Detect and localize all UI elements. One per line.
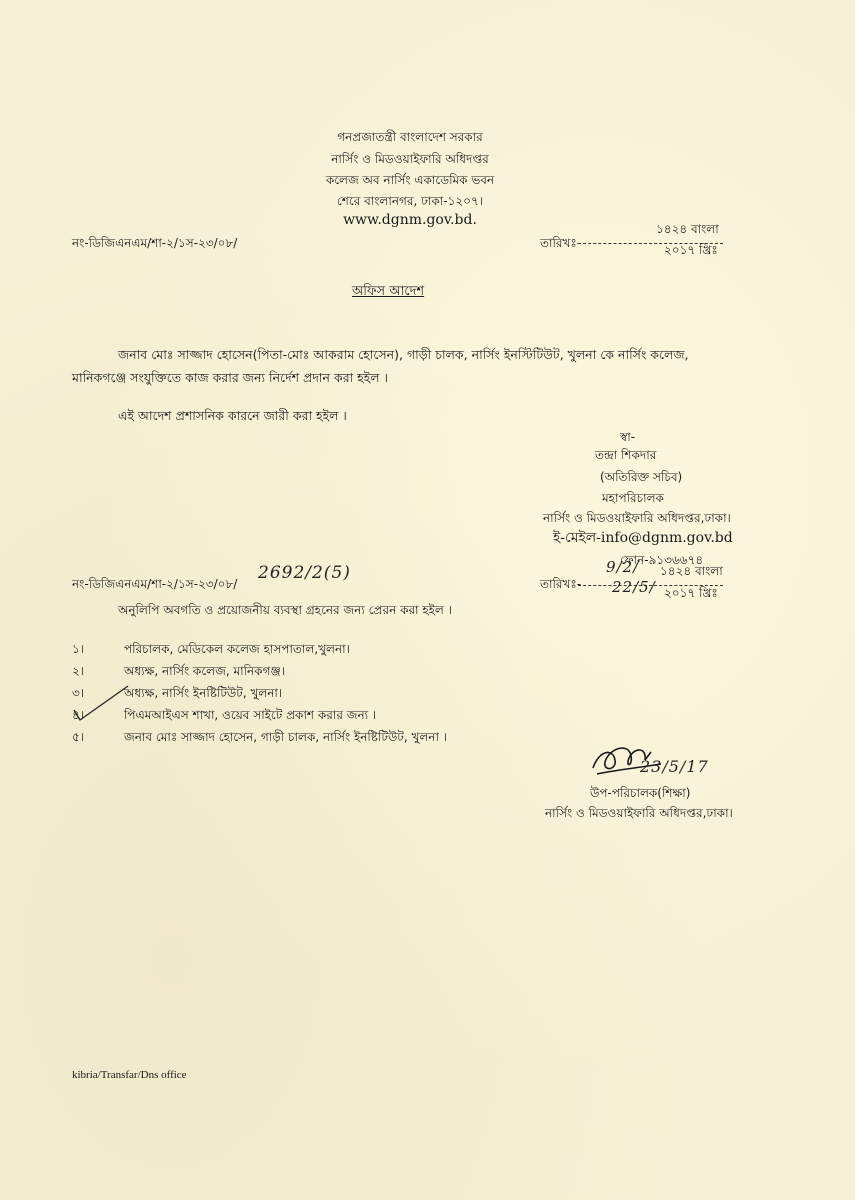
date-english-2: ২০১৭ খ্রিঃ [664,586,718,600]
list-item: জনাব মোঃ সাজ্জাদ হোসেন, গাড়ী চালক, নার্সিং ইনষ্টিটিউট, খুলনা । [124,730,448,744]
list-item-number: ২। [72,664,85,678]
document-title: অফিস আদেশ [352,284,425,299]
list-item-number: ৪। [72,708,85,722]
header-website: www.dgnm.gov.bd. [343,212,477,228]
date-english: ২০১৭ খ্রিঃ [664,243,718,257]
body-paragraph-line-1: জনাব মোঃ সাজ্জাদ হোসেন(পিতা-মোঃ আকরাম হোসেন), গাড়ী চালক, নার্সিং ইনস্টিটিউট, খুলনা কে নার্সিং কলেজ, [118,347,689,362]
body-paragraph-line-2: মানিকগঞ্জে সংযুক্তিতে কাজ করার জন্য নির্দেশ প্রদান করা হইল । [72,370,389,385]
footer-reference: kibria/Transfar/Dns office [72,1069,187,1081]
body-paragraph-2: এই আদেশ প্রশাসনিক কারনে জারী করা হইল । [118,408,347,423]
list-item: অধ্যক্ষ, নার্সিং কলেজ, মানিকগঞ্জ। [124,664,285,678]
list-item: পিএমআইএস শাখা, ওয়েব সাইটে প্রকাশ করার জন্য । [124,708,377,722]
signatory-sign: স্বা- [620,430,636,444]
tick-mark-icon [70,680,140,725]
header-line-4: শেরে বাংলানগর, ঢাকা-১২০৭। [336,194,484,208]
header-line-2: নার্সিং ও মিডওয়াইফারি অধিদপ্তর [331,152,489,166]
date-label: তারিখঃ- [540,236,582,250]
deputy-office: নার্সিং ও মিডওয়াইফারি অধিদপ্তর,ঢাকা। [545,806,733,820]
list-item-number: ৩। [72,686,85,700]
handwritten-date-bangla: 9/2/ [606,558,640,576]
list-item-number: ১। [72,642,85,656]
signatory-name: তন্দ্রা শিকদার [595,448,657,462]
handwritten-signature-date: 23/5/17 [640,757,709,776]
signatory-phone: ফোন-৯১৩৬৬৭৪ [620,553,704,567]
list-item: অধ্যক্ষ, নার্সিং ইনষ্টিটিউট, খুলনা। [124,686,283,700]
date-bangla-2: ১৪২৪ বাংলা [660,564,723,578]
header-line-1: গনপ্রজাতন্ত্রী বাংলাদেশ সরকার [337,130,483,144]
header-line-3: কলেজ অব নার্সিং একাডেমিক ভবন [325,173,495,187]
memo-number-2: নং-ডিজিএনএম/শা-২/১স-২৩/০৮/ [72,577,238,591]
list-item-number: ৫। [72,730,85,744]
signatory-office: নার্সিং ও মিডওয়াইফারি অধিদপ্তর,ঢাকা। [543,511,731,525]
signatory-email: ই-মেইল-info@dgnm.gov.bd [553,530,733,546]
handwritten-date-english: 22/5/ [612,578,656,596]
memo-number: নং-ডিজিএনএম/শা-২/১স-২৩/০৮/ [72,236,238,250]
date-bangla: ১৪২৪ বাংলা [656,222,719,236]
list-item: পরিচালক, মেডিকেল কলেজ হাসপাতাল,খুলনা। [124,642,350,656]
signatory-designation: মহাপরিচালক [602,491,664,505]
handwritten-memo-number: 2692/2(5) [258,563,351,583]
deputy-designation: উপ-পরিচালক(শিক্ষা) [590,786,691,800]
copy-intro: অনুলিপি অবগতি ও প্রয়োজনীয় ব্যবস্থা গ্রহনের জন্য প্রেরন করা হইল । [118,603,452,617]
signatory-rank: (অতিরিক্ত সচিব) [600,470,683,484]
date-label-2: তারিখঃ- [540,577,582,591]
